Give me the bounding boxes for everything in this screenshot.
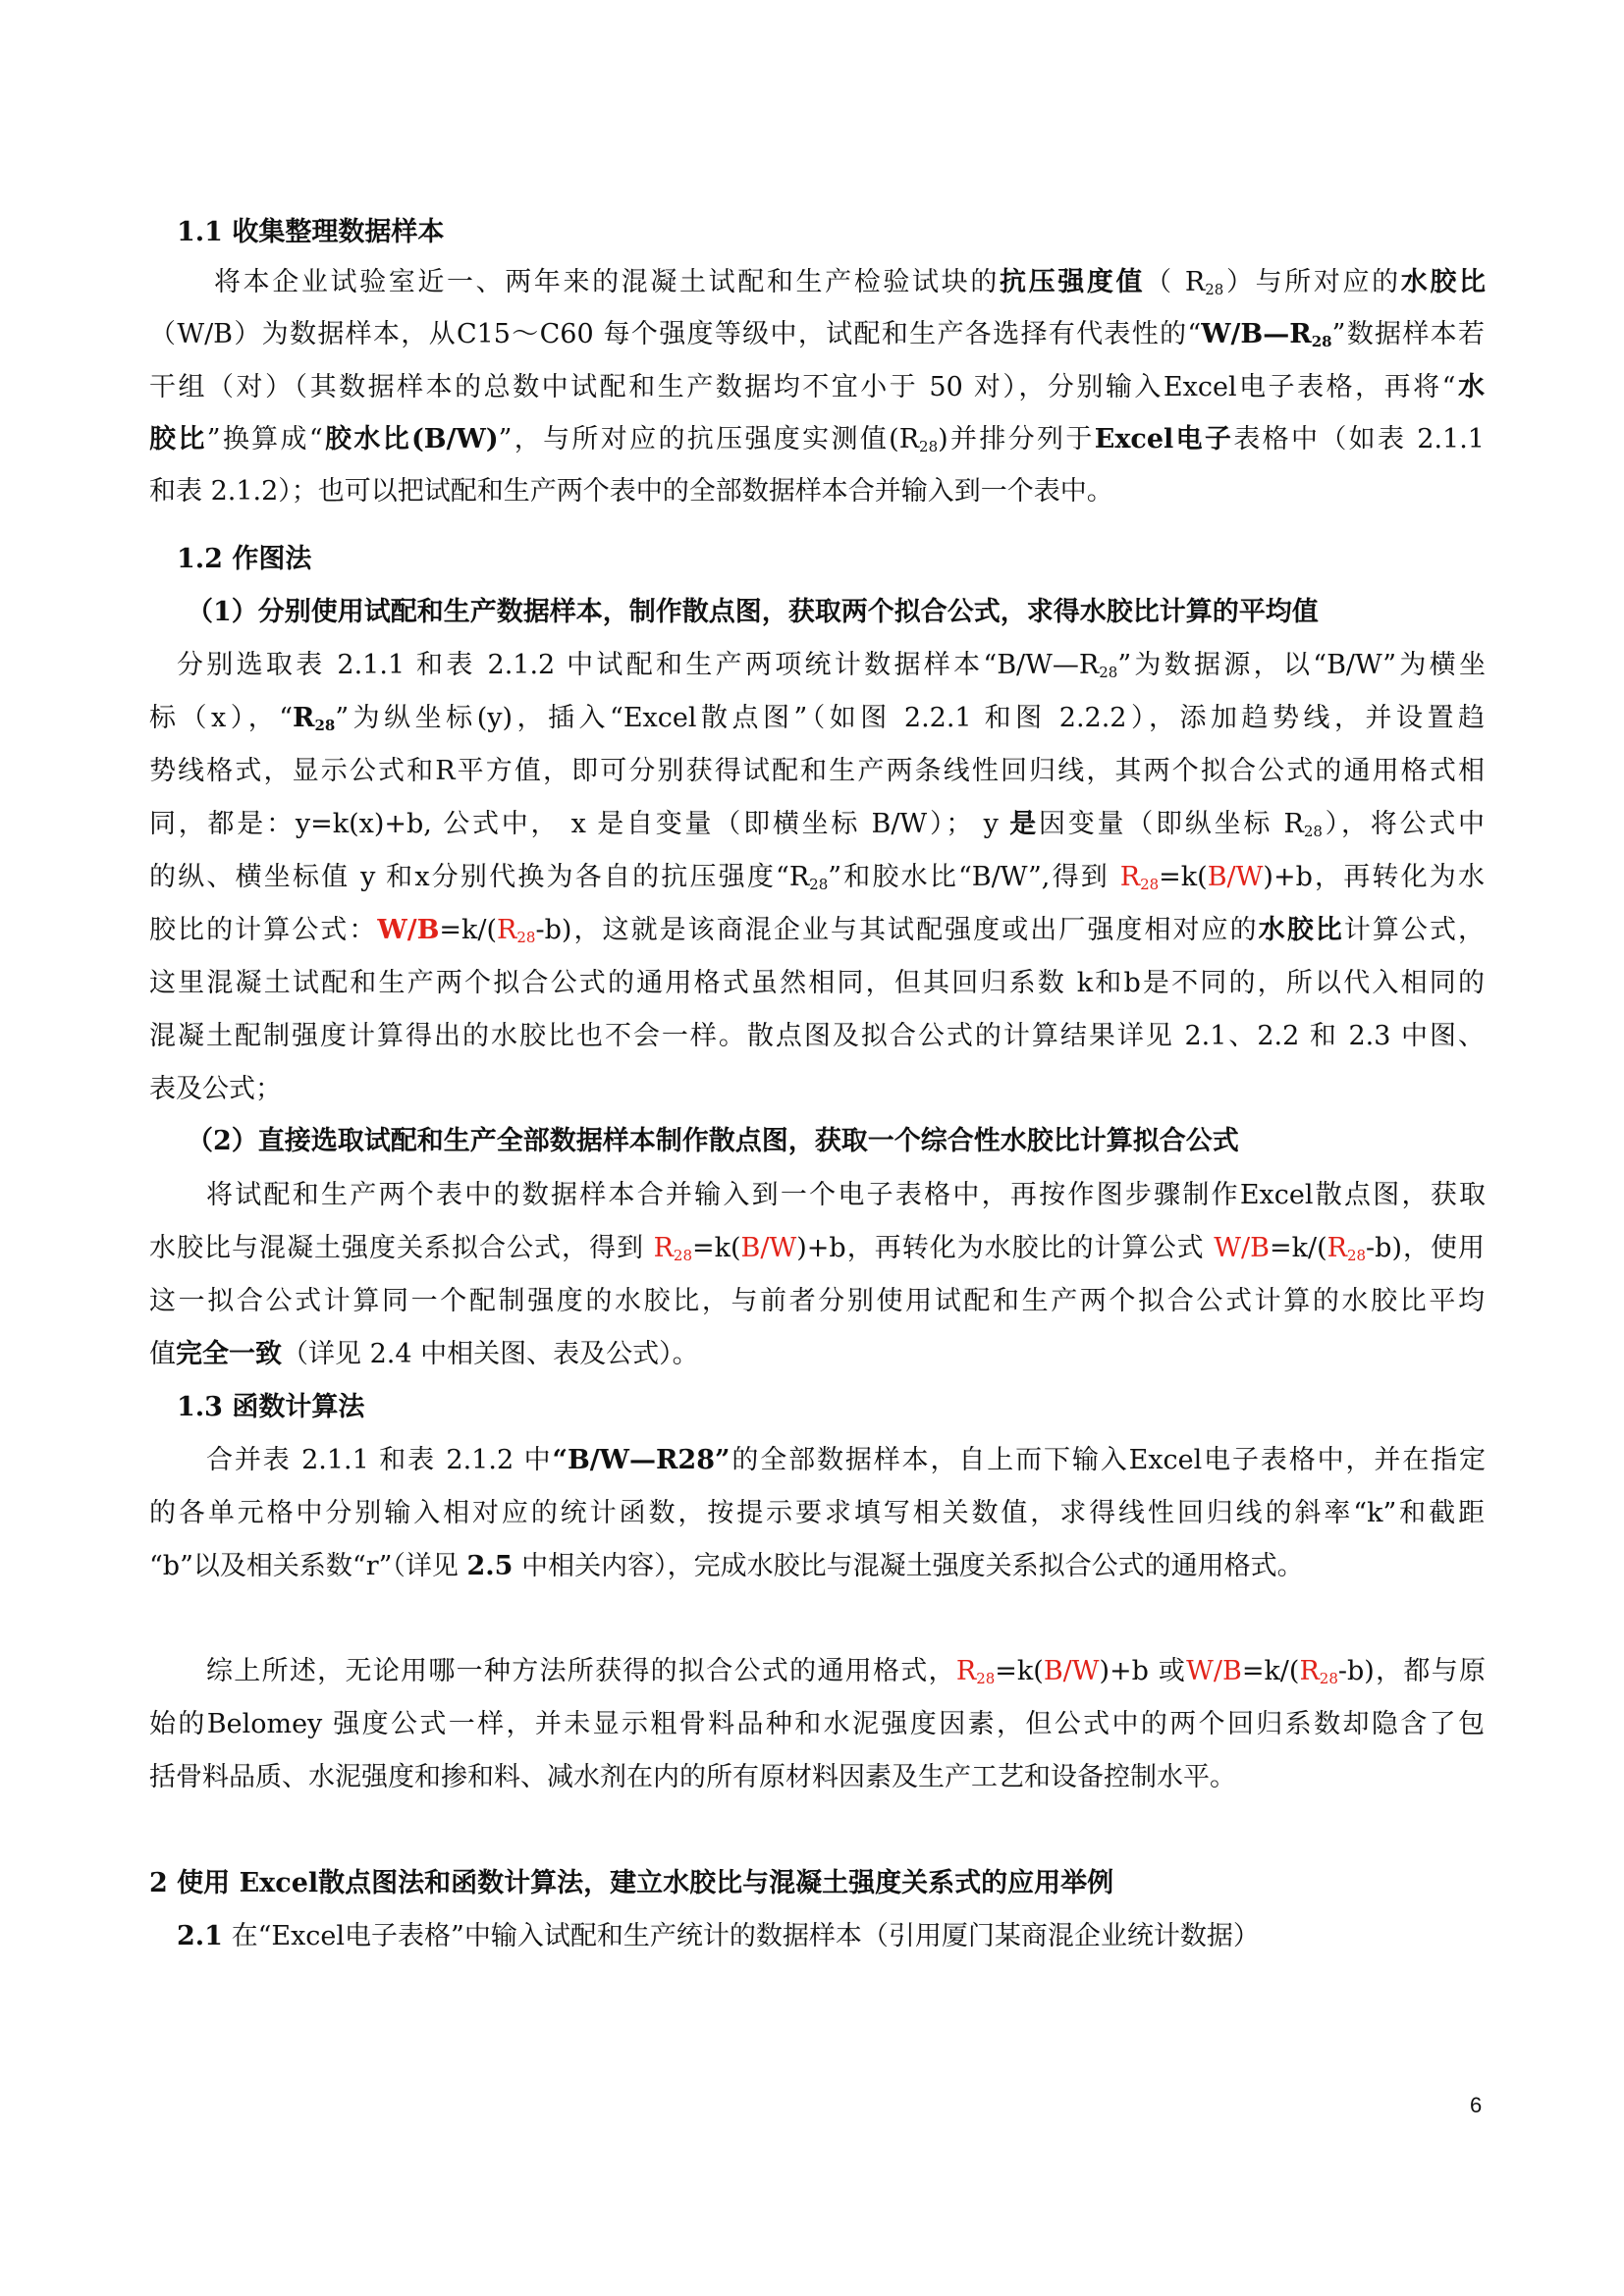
- bold-term: 抗压强度值: [999, 267, 1146, 297]
- bold-term: 完全一致: [176, 1339, 282, 1369]
- text-run: =k(: [995, 1656, 1044, 1686]
- subscript: 28: [1140, 876, 1160, 893]
- formula-red: W/B: [1186, 1656, 1242, 1686]
- paragraph-line: [206, 1652, 1486, 1691]
- bold-term: 是: [1009, 809, 1039, 839]
- section-heading-2-1: [177, 1917, 1260, 1956]
- paragraph-line: [206, 1176, 1486, 1215]
- heading-number: 2.1: [177, 1921, 223, 1951]
- bold-term: 胶比: [149, 424, 207, 454]
- paragraph-line: [149, 315, 1485, 354]
- text-run: ”，与所对应的抗压强度实测值(R: [498, 424, 920, 454]
- text-run: =k(: [692, 1233, 741, 1263]
- text-run: 的各单元格中分别输入相对应的统计函数，按提示要求填写相关数值，求得线性回归线的斜率“k”和截距: [149, 1498, 1485, 1528]
- bold-term: “B/W—R28”: [552, 1445, 731, 1475]
- bold-term: Excel电子: [1094, 424, 1234, 454]
- paragraph-line: [149, 1705, 1485, 1744]
- text-run: 将试配和生产两个表中的数据样本合并输入到一个电子表格中，再按作图步骤制作Excel散点图，获取: [206, 1180, 1486, 1210]
- section-heading-1-2: [177, 540, 311, 579]
- formula-red: B/W: [1207, 862, 1264, 892]
- formula-red: R: [653, 1233, 674, 1263]
- subsection-heading-1: [187, 593, 1319, 632]
- section-heading-2: [149, 1864, 1113, 1903]
- bold-term: R: [293, 703, 315, 733]
- paragraph-line: [149, 420, 1485, 459]
- text-run: 中相关内容），完成水胶比与混凝土强度关系拟合公式的通用格式。: [513, 1551, 1304, 1581]
- text-run: 括骨料品质、水泥强度和掺和料、减水剂在内的所有原材料因素及生产工艺和设备控制水平。: [149, 1762, 1236, 1792]
- text-run: 的全部数据样本，自上而下输入Excel电子表格中，并在指定: [730, 1445, 1486, 1475]
- paragraph-line: [149, 1758, 1236, 1797]
- paragraph-line: [177, 646, 1486, 685]
- subscript: 28: [1319, 1670, 1338, 1687]
- text-run: )+b 或: [1099, 1656, 1187, 1686]
- bold-term: 胶水比(B/W): [322, 424, 499, 454]
- bold-term: W/B—R: [1201, 319, 1312, 349]
- paragraph-line: [149, 805, 1485, 844]
- subsection-heading-2: [187, 1122, 1239, 1161]
- formula-red: R: [497, 915, 517, 945]
- text-run: -b)，这就是该商混企业与其试配强度或出厂强度相对应的: [535, 915, 1259, 945]
- heading-text: （2）直接选取试配和生产全部数据样本制作散点图，获取一个综合性水胶比计算拟合公式: [187, 1126, 1239, 1156]
- formula-red: R: [955, 1656, 977, 1686]
- paragraph-line: [149, 964, 1485, 1003]
- paragraph-line: [149, 911, 1485, 950]
- subscript: 28: [1346, 1247, 1367, 1264]
- formula-red: R: [1326, 1233, 1347, 1263]
- formula-red: R: [1119, 862, 1141, 892]
- text-run: ”和胶水比“B/W”,得到: [828, 862, 1120, 892]
- text-run: 值: [149, 1339, 176, 1369]
- subscript: 28: [516, 929, 536, 946]
- text-run: -b)，使用: [1366, 1233, 1485, 1263]
- page-number: 6: [1470, 2093, 1483, 2117]
- text-run: 综上所述，无论用哪一种方法所获得的拟合公式的通用格式，: [206, 1656, 956, 1686]
- bold-term: 水胶比: [1258, 915, 1344, 945]
- paragraph-line: [149, 368, 1485, 407]
- paragraph-line: [149, 1282, 1485, 1321]
- subscript: 28: [1311, 333, 1332, 350]
- formula-red: R: [1299, 1656, 1320, 1686]
- formula-red: B/W: [740, 1233, 797, 1263]
- paragraph-line: [206, 1441, 1486, 1480]
- paragraph-line: [149, 1070, 282, 1109]
- paragraph-line: [149, 699, 1485, 738]
- text-run: （详见 2.4 中相关图、表及公式）。: [282, 1339, 699, 1369]
- text-run: 分别选取表 2.1.1 和表 2.1.2 中试配和生产两项统计数据样本“B/W—R: [177, 650, 1100, 680]
- heading-text: 在“Excel电子表格”中输入试配和生产统计的数据样本（引用厦门某商混企业统计数据）: [222, 1921, 1260, 1951]
- bold-term: 2.5: [466, 1551, 514, 1581]
- text-run: ”为数据源，以“B/W”为横坐: [1117, 650, 1486, 680]
- heading-text: 1.2 作图法: [177, 544, 312, 574]
- text-run: 始的Belomey 强度公式一样，并未显示粗骨料品种和水泥强度因素，但公式中的两个回归系数却隐含了包: [149, 1709, 1485, 1739]
- text-run: -b)，都与原: [1337, 1656, 1486, 1686]
- text-run: 因变量（即纵坐标 R: [1038, 809, 1304, 839]
- subscript: 28: [809, 876, 829, 893]
- text-run: ”数据样本若: [1331, 319, 1486, 349]
- subscript: 28: [314, 717, 336, 734]
- text-run: 将本企业试验室近一、两年来的混凝土试配和生产检验试块的: [214, 267, 1000, 297]
- text-run: 混凝土配制强度计算得出的水胶比也不会一样。散点图及拟合公式的计算结果详见 2.1、2.2 和 2.3 中图、: [149, 1021, 1485, 1051]
- text-run: )并排分列于: [938, 424, 1095, 454]
- text-run: )+b，再转化为水: [1263, 862, 1485, 892]
- paragraph-line: [149, 858, 1485, 897]
- paragraph-line: [149, 1547, 1304, 1586]
- heading-text: 1.1 收集整理数据样本: [177, 217, 445, 247]
- text-run: =k(: [1159, 862, 1208, 892]
- text-run: 表及公式；: [149, 1074, 282, 1104]
- heading-text: （1）分别使用试配和生产数据样本，制作散点图，获取两个拟合公式，求得水胶比计算的平均值: [187, 597, 1319, 627]
- subscript: 28: [1099, 664, 1118, 681]
- paragraph-line: [214, 263, 1486, 302]
- text-run: =k/(: [1269, 1233, 1327, 1263]
- paragraph-line: [149, 752, 1485, 791]
- subscript: 28: [1303, 823, 1323, 840]
- text-run: （W/B）为数据样本，从C15～C60 每个强度等级中，试配和生产各选择有代表性的“: [149, 319, 1202, 349]
- bold-term: 水胶比: [1400, 267, 1487, 297]
- text-run: =k/(: [439, 915, 498, 945]
- paragraph-line: [149, 472, 1113, 511]
- subscript: 28: [1205, 281, 1224, 298]
- text-run: ），将公式中: [1322, 809, 1486, 839]
- subscript: 28: [673, 1247, 693, 1264]
- bold-term: 水: [1455, 372, 1485, 402]
- subscript: 28: [919, 438, 939, 455]
- section-heading-1-3: [177, 1388, 364, 1427]
- paragraph-line: [149, 1494, 1485, 1533]
- text-run: ”换算成“: [206, 424, 323, 454]
- heading-text: 2 使用 Excel散点图法和函数计算法，建立水胶比与混凝土强度关系式的应用举例: [149, 1868, 1114, 1898]
- formula-red: B/W: [1043, 1656, 1100, 1686]
- text-run: 合并表 2.1.1 和表 2.1.2 中: [206, 1445, 553, 1475]
- text-run: 这里混凝土试配和生产两个拟合公式的通用格式虽然相同，但其回归系数 k和b是不同的，所以代入相同的: [149, 968, 1485, 998]
- paragraph-line: [149, 1335, 699, 1374]
- text-run: 这一拟合公式计算同一个配制强度的水胶比，与前者分别使用试配和生产两个拟合公式计算的水胶比平均: [149, 1286, 1485, 1316]
- text-run: )+b，再转化为水胶比的计算公式: [796, 1233, 1215, 1263]
- text-run: 和表 2.1.2）；也可以把试配和生产两个表中的全部数据样本合并输入到一个表中。: [149, 476, 1113, 507]
- text-run: =k/(: [1241, 1656, 1300, 1686]
- text-run: ）与所对应的: [1223, 267, 1401, 297]
- subscript: 28: [976, 1670, 996, 1687]
- text-run: 表格中（如表 2.1.1: [1233, 424, 1485, 454]
- text-run: （ R: [1145, 267, 1206, 297]
- section-heading-1-1: [177, 213, 444, 252]
- text-run: 势线格式，显示公式和R平方值，即可分别获得试配和生产两条线性回归线，其两个拟合公式的通用格式相: [149, 756, 1485, 786]
- text-run: 标（x），“: [149, 703, 294, 733]
- text-run: “b”以及相关系数“r”（详见: [149, 1551, 467, 1581]
- paragraph-line: [149, 1017, 1485, 1056]
- text-run: ”为纵坐标(y)，插入“Excel散点图”（如图 2.2.1 和图 2.2.2），添加趋势线，并设置趋: [335, 703, 1485, 733]
- text-run: 的纵、横坐标值 y 和x分别代换为各自的抗压强度“R: [149, 862, 810, 892]
- text-run: 计算公式，: [1343, 915, 1486, 945]
- formula-red: W/B: [377, 915, 440, 945]
- heading-text: 1.3 函数计算法: [177, 1392, 365, 1422]
- text-run: 胶比的计算公式：: [149, 915, 378, 945]
- text-run: 水胶比与混凝土强度关系拟合公式，得到: [149, 1233, 654, 1263]
- text-run: 同，都是：y=k(x)+b, 公式中， x 是自变量（即横坐标 B/W）； y: [149, 809, 1010, 839]
- paragraph-line: [149, 1229, 1485, 1268]
- formula-red: W/B: [1214, 1233, 1270, 1263]
- text-run: 干组（对）（其数据样本的总数中试配和生产数据均不宜小于 50 对），分别输入Excel电子表格，再将“: [149, 372, 1456, 402]
